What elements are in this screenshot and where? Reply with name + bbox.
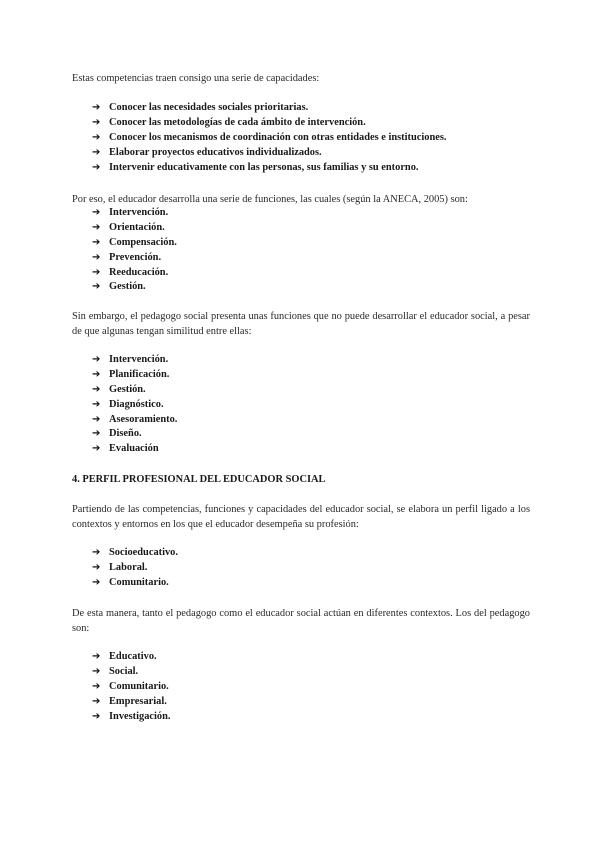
list-item [92,131,447,146]
list-item-label: Evaluación [109,443,159,455]
contextos-educador-list [92,546,178,591]
list-item [92,146,447,161]
list-item [92,161,447,176]
arrow-right-icon: ➔ [92,547,101,558]
list-item [92,221,177,236]
arrow-right-icon: ➔ [92,561,101,573]
list-item [92,650,170,665]
arrow-right-icon: ➔ [92,354,101,365]
list-item-label: Conocer las metodologías de cada ámbito de intervención. [109,116,366,128]
arrow-right-icon: ➔ [92,576,101,588]
list-item [92,116,447,131]
arrow-right-icon: ➔ [92,221,101,233]
list-item-label: Empresarial. [109,695,167,707]
arrow-right-icon: ➔ [92,398,101,410]
list-item-label: Investigación. [109,710,171,722]
funciones-pedagogo-list [92,353,177,457]
list-item-label: Elaborar proyectos educativos individualizados. [109,146,322,158]
arrow-right-icon: ➔ [92,102,101,113]
list-item [92,368,177,383]
contextos-intro-paragraph: De esta manera, tanto el pedagogo como el educador social actúan en diferentes contextos. Los del pedagogo son: [72,608,530,634]
list-item [92,665,170,680]
section-heading: 4. PERFIL PROFESIONAL DEL EDUCADOR SOCIAL [72,474,326,485]
list-item-label: Social. [109,665,139,677]
arrow-right-icon: ➔ [92,443,101,455]
list-item [92,206,177,221]
list-item-label: Prevención. [109,251,162,263]
list-item-label: Intervención. [109,207,169,218]
list-item [92,561,178,576]
arrow-right-icon: ➔ [92,680,101,692]
list-item-label: Compensación. [109,236,177,248]
list-item-label: Reeducación. [109,266,169,278]
arrow-right-icon: ➔ [92,266,101,278]
list-item-label: Educativo. [109,651,157,662]
list-item [92,576,178,591]
list-item [92,680,170,695]
list-item [92,442,177,457]
arrow-right-icon: ➔ [92,131,101,143]
list-item-label: Diseño. [109,428,142,440]
arrow-right-icon: ➔ [92,236,101,248]
arrow-right-icon: ➔ [92,161,101,173]
arrow-right-icon: ➔ [92,146,101,158]
arrow-right-icon: ➔ [92,281,101,293]
arrow-right-icon: ➔ [92,413,101,425]
list-item-label: Conocer los mecanismos de coordinación con otras entidades e instituciones. [109,131,447,143]
list-item-label: Orientación. [109,221,165,233]
list-item [92,101,447,116]
arrow-right-icon: ➔ [92,710,101,722]
list-item-label: Diagnóstico. [109,398,164,410]
arrow-right-icon: ➔ [92,207,101,218]
list-item-label: Laboral. [109,561,148,573]
list-item [92,251,177,266]
list-item-label: Conocer las necesidades sociales prioritarias. [109,102,309,113]
capacidades-list [92,101,447,175]
list-item [92,236,177,251]
list-item [92,353,177,368]
arrow-right-icon: ➔ [92,651,101,662]
list-item-label: Intervención. [109,354,169,365]
funciones-educador-list [92,206,177,295]
list-item-label: Gestión. [109,383,146,395]
list-item [92,695,170,710]
list-item-label: Asesoramiento. [109,413,178,425]
list-item [92,710,170,725]
arrow-right-icon: ➔ [92,251,101,263]
arrow-right-icon: ➔ [92,695,101,707]
list-item [92,546,178,561]
intro-paragraph: Estas competencias traen consigo una serie de capacidades: [72,73,320,84]
list-item [92,427,177,442]
list-item-label: Gestión. [109,281,146,293]
arrow-right-icon: ➔ [92,383,101,395]
list-item-label: Planificación. [109,368,170,380]
arrow-right-icon: ➔ [92,428,101,440]
contextos-pedagogo-list [92,650,170,724]
list-item [92,383,177,398]
arrow-right-icon: ➔ [92,665,101,677]
arrow-right-icon: ➔ [92,368,101,380]
list-item-label: Comunitario. [109,576,169,588]
list-item [92,280,177,295]
list-item [92,413,177,428]
funciones-intro-paragraph: Por eso, el educador desarrolla una serie de funciones, las cuales (según la ANECA, 2005) son: [72,194,468,205]
arrow-right-icon: ➔ [92,116,101,128]
perfil-intro-paragraph: Partiendo de las competencias, funciones y capacidades del educador social, se elabora un perfil ligado a los contextos y entornos en los que el educador desempeña su profesión: [72,504,530,530]
list-item [92,398,177,413]
list-item-label: Intervenir educativamente con las personas, sus familias y su entorno. [109,161,419,173]
list-item-label: Socioeducativo. [109,547,178,558]
pedagogo-intro-paragraph: Sin embargo, el pedagogo social presenta unas funciones que no puede desarrollar el educador social, a pesar de que algunas tengan similitud entre ellas: [72,311,530,337]
list-item-label: Comunitario. [109,680,169,692]
list-item [92,266,177,281]
